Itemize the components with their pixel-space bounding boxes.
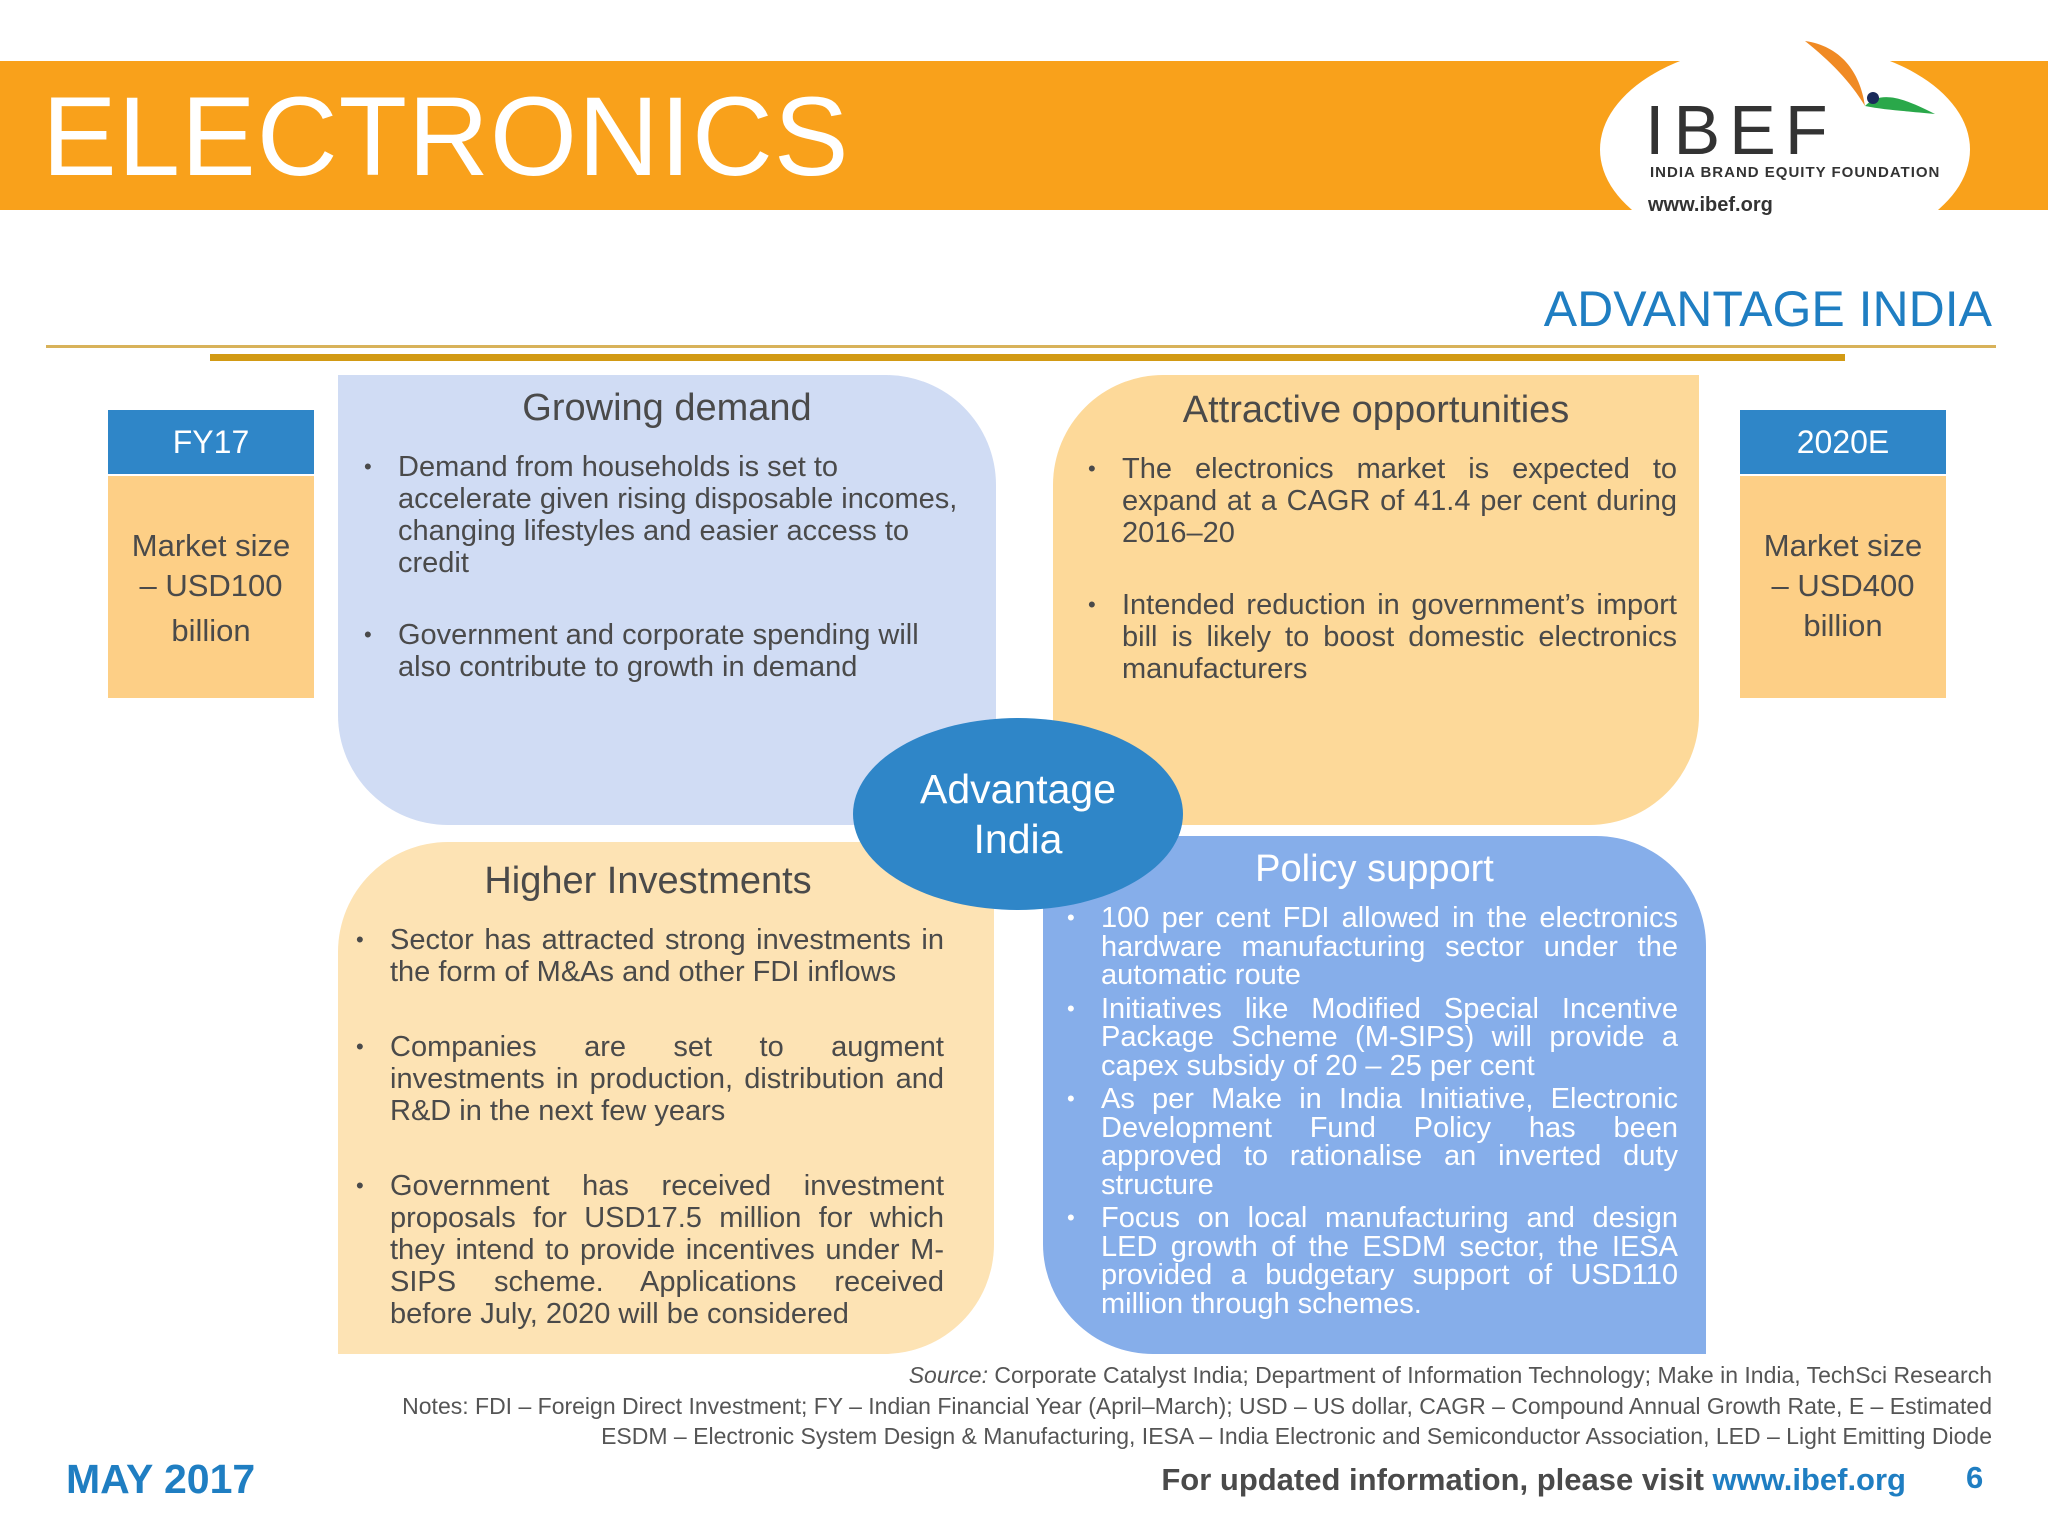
2020e-line: Market size bbox=[1763, 528, 1923, 563]
visit-note bbox=[1161, 1462, 1906, 1498]
center-line: Advantage bbox=[919, 766, 1117, 812]
fy17-line: – USD100 bbox=[139, 568, 283, 603]
quadrant-title: Policy support bbox=[1255, 848, 1494, 890]
list-item: • Sector has attracted strong investments in the form of M&As and other FDI inflows bbox=[390, 924, 944, 988]
center-line: India bbox=[973, 816, 1063, 862]
2020e-market-size bbox=[1740, 476, 1946, 698]
list-item: • Focus on local manufacturing and design LED growth of the ESDM sector, the IESA provided a budgetary support of USD110 million through schemes. bbox=[1101, 1204, 1678, 1318]
notes-line: ESDM – Electronic System Design & Manufacturing, IESA – India Electronic and Semiconductor Association, LED – Light Emitting Diode bbox=[601, 1423, 1992, 1449]
list-item: • Initiatives like Modified Special Incentive Package Scheme (M-SIPS) will provide a capex subsidy of 20 – 25 per cent bbox=[1101, 995, 1678, 1081]
advantage-india-center bbox=[853, 718, 1183, 910]
list-item: • Demand from households is set to accelerate given rising disposable incomes, changing lifestyles and easier access to credit bbox=[398, 451, 958, 579]
fy17-market-size bbox=[108, 476, 314, 698]
source-text: Corporate Catalyst India; Department of Information Technology; Make in India, TechSci Research bbox=[987, 1362, 1992, 1388]
divider-thick bbox=[210, 354, 1845, 361]
list-item: • Government and corporate spending will also contribute to growth in demand bbox=[398, 619, 958, 683]
visit-link[interactable]: www.ibef.org bbox=[1712, 1462, 1906, 1497]
quadrant-title: Growing demand bbox=[522, 387, 812, 429]
list-item: • The electronics market is expected to expand at a CAGR of 41.4 per cent during 2016–20 bbox=[1122, 453, 1677, 549]
quadrant-higher-investments bbox=[338, 842, 994, 1354]
quadrant-title: Attractive opportunities bbox=[1182, 389, 1570, 431]
source-note bbox=[909, 1362, 1992, 1389]
logo-wordmark: IBEF bbox=[1645, 91, 1837, 169]
page-title: ELECTRONICS bbox=[42, 74, 850, 199]
list-item: • Companies are set to augment investments in production, distribution and R&D in the next few years bbox=[390, 1031, 944, 1127]
bullet-list bbox=[1122, 453, 1677, 725]
notes-line: Notes: FDI – Foreign Direct Investment; FY – Indian Financial Year (April–March); USD – US dollar, CAGR – Compound Annual Growth Rate, E – Estimated bbox=[402, 1393, 1992, 1419]
quadrant-policy-support bbox=[1043, 836, 1706, 1354]
fy17-heading: FY17 bbox=[108, 410, 314, 474]
list-item: • As per Make in India Initiative, Electronic Development Fund Policy has been approved to rationalise an inverted duty structure bbox=[1101, 1085, 1678, 1199]
notes bbox=[402, 1391, 1992, 1451]
2020e-line: billion bbox=[1803, 608, 1883, 643]
bullet-list bbox=[398, 451, 958, 723]
fy17-line: Market size bbox=[131, 528, 291, 563]
list-item: • Intended reduction in government’s import bill is likely to boost domestic electronics manufacturers bbox=[1122, 589, 1677, 685]
logo-tagline: INDIA BRAND EQUITY FOUNDATION bbox=[1650, 164, 1941, 181]
quadrant-title: Higher Investments bbox=[484, 860, 812, 902]
page-number: 6 bbox=[1966, 1460, 1984, 1495]
bullet-list bbox=[1101, 904, 1678, 1323]
2020e-heading: 2020E bbox=[1740, 410, 1946, 474]
logo-url: www.ibef.org bbox=[1648, 194, 1773, 216]
divider-thin bbox=[46, 345, 1996, 348]
visit-text: For updated information, please visit bbox=[1161, 1462, 1713, 1497]
2020e-line: – USD400 bbox=[1771, 568, 1915, 603]
list-item: • 100 per cent FDI allowed in the electronics hardware manufacturing sector under the automatic route bbox=[1101, 904, 1678, 990]
bullet-list bbox=[390, 924, 944, 1373]
publication-date: MAY 2017 bbox=[66, 1456, 256, 1502]
section-title: ADVANTAGE INDIA bbox=[1543, 281, 1992, 337]
fy17-line: billion bbox=[171, 613, 251, 648]
list-item: • Government has received investment proposals for USD17.5 million for which they intend to provide incentives under M-SIPS scheme. Applications received before July, 2020 will be considered bbox=[390, 1170, 944, 1330]
source-label: Source: bbox=[908, 1362, 988, 1388]
